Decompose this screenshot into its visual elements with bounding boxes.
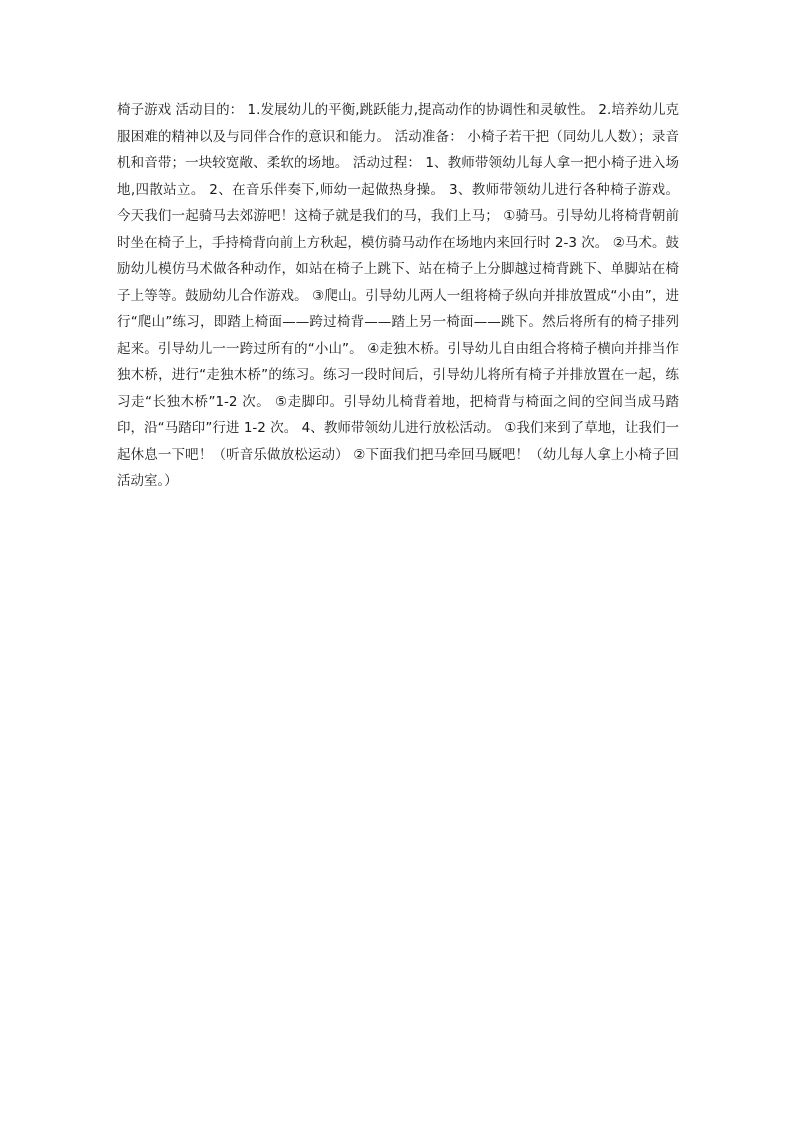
document-content — [117, 97, 679, 495]
document-body-text: 椅子游戏 活动目的： 1.发展幼儿的平衡,跳跃能力,提高动作的协调性和灵敏性。 2.培养幼儿克服困难的精神以及与同伴合作的意识和能力。 活动准备： 小椅子若干把（同幼儿人数）；录音机和音带；一块较宽敞、柔软的场地。 活动过程： 1、教师带领幼儿每人拿一把小椅子进入场地,四散站立。 2、在音乐伴奏下,师幼一起做热身操。 3、教师带领幼儿进行各种椅子游戏。 今天我们一起骑马去郊游吧！这椅子就是我们的马，我们上马； ①骑马。引导幼儿将椅背朝前时坐在椅子上，手持椅背向前上方秋起，模仿骑马动作在场地内来回行时 2-3 次。 ②马术。鼓励幼儿模仿马术做各种动作，如站在椅子上跳下、站在椅子上分脚越过椅背跳下、单脚站在椅子上等等。鼓励幼儿合作游戏。 ③爬山。引导幼儿两人一组将椅子纵向并排放置成“小由”，进行“爬山”练习，即踏上椅面——跨过椅背——踏上另一椅面——跳下。然后将所有的椅子排列起来。引导幼儿一一跨过所有的“小山”。 ④走独木桥。引导幼儿自由组合将椅子横向并排当作独木桥，进行“走独木桥”的练习。练习一段时间后，引导幼儿将所有椅子并排放置在一起，练习走“长独木桥”1-2 次。 ⑤走脚印。引导幼儿椅背着地，把椅背与椅面之间的空间当成马踏印，沿“马踏印”行进 1-2 次。 4、教师带领幼儿进行放松活动。 ①我们来到了草地，让我们一起休息一下吧！（听音乐做放松运动） ②下面我们把马牵回马厩吧！（幼儿每人拿上小椅子回活动室。） — [117, 102, 679, 489]
